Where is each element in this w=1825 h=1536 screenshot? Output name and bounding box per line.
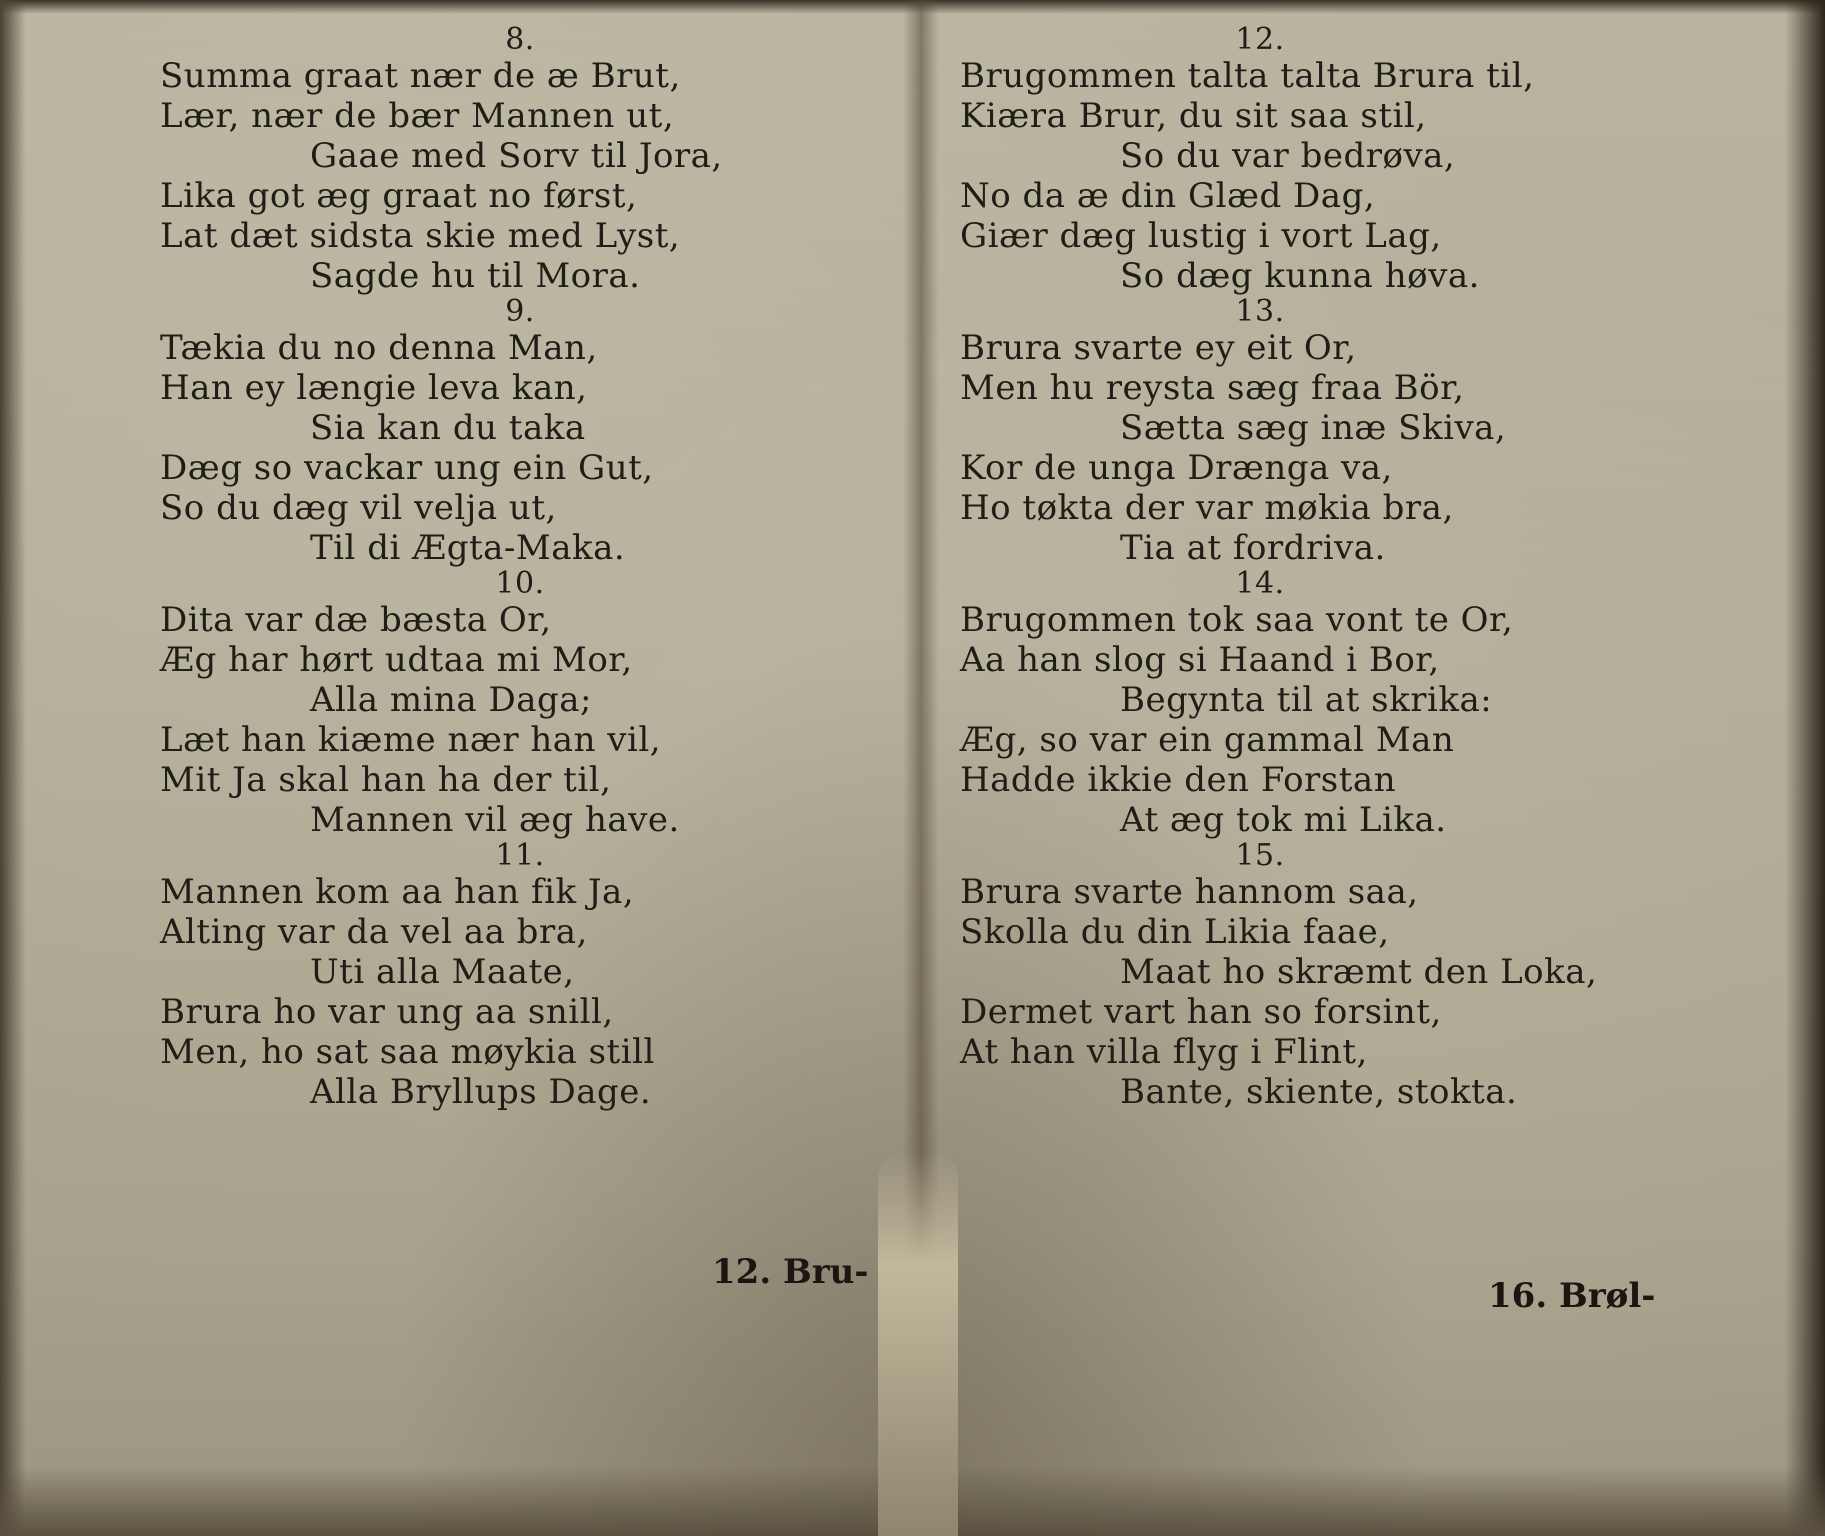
verse-line: Men, ho sat saa møykia still — [160, 1032, 655, 1072]
verse-line: Brugommen tok saa vont te Or, — [960, 600, 1514, 640]
verse-line: Han ey længie leva kan, — [160, 368, 588, 408]
stanza-number: 13. — [1235, 294, 1285, 329]
verse-line: Hadde ikkie den Forstan — [960, 760, 1397, 800]
stanza — [160, 24, 880, 296]
verse-line: Sagde hu til Mora. — [310, 256, 641, 296]
verse-line: Brura svarte ey eit Or, — [960, 328, 1357, 368]
verse-line: Tækia du no denna Man, — [160, 328, 598, 368]
verse-line: Men hu reysta sæg fraa Bör, — [960, 368, 1465, 408]
verse-line: Ho tøkta der var møkia bra, — [960, 488, 1454, 528]
verse-line: Giær dæg lustig i vort Lag, — [960, 216, 1442, 256]
verse-line: Sia kan du taka — [310, 408, 586, 448]
verse-line: No da æ din Glæd Dag, — [960, 176, 1376, 216]
verse-line: Mannen vil æg have. — [310, 800, 680, 840]
verse-line: Dermet vart han so forsint, — [960, 992, 1442, 1032]
verse-line: So du var bedrøva, — [1120, 136, 1456, 176]
verse-line: Dita var dæ bæsta Or, — [160, 600, 552, 640]
catchword: 12. Bru- — [712, 1252, 869, 1292]
stanza — [160, 568, 880, 840]
verse-line: Kiæra Brur, du sit saa stil, — [960, 96, 1427, 136]
verse-line: Lær, nær de bær Mannen ut, — [160, 96, 675, 136]
stanza-number: 9. — [505, 294, 535, 329]
verse-line: Brugommen talta talta Brura til, — [960, 56, 1535, 96]
verse-line: Begynta til at skrika: — [1120, 680, 1493, 720]
verse-line: Brura svarte hannom saa, — [960, 872, 1419, 912]
verse-line: Brura ho var ung aa snill, — [160, 992, 614, 1032]
verse-line: Æg, so var ein gammal Man — [960, 720, 1455, 760]
verse-line: Alting var da vel aa bra, — [160, 912, 588, 952]
stanza — [960, 24, 1720, 296]
paper-tear — [878, 1150, 958, 1536]
verse-line: Uti alla Maate, — [310, 952, 575, 992]
verse-line: Aa han slog si Haand i Bor, — [960, 640, 1440, 680]
verse-line: Mannen kom aa han fik Ja, — [160, 872, 635, 912]
verse-line: Bante, skiente, stokta. — [1120, 1072, 1518, 1112]
verse-line: At han villa flyg i Flint, — [960, 1032, 1368, 1072]
verse-line: Mit Ja skal han ha der til, — [160, 760, 612, 800]
verse-line: Lat dæt sidsta skie med Lyst, — [160, 216, 681, 256]
stanza-number: 14. — [1235, 566, 1285, 601]
verse-line: Alla Bryllups Dage. — [310, 1072, 652, 1112]
verse-line: Sætta sæg inæ Skiva, — [1120, 408, 1507, 448]
stanza — [960, 840, 1720, 1112]
verse-line: Lika got æg graat no først, — [160, 176, 638, 216]
verse-line: Summa graat nær de æ Brut, — [160, 56, 681, 96]
verse-line: So du dæg vil velja ut, — [160, 488, 557, 528]
stanza-number: 11. — [495, 838, 545, 873]
stanza-number: 15. — [1235, 838, 1285, 873]
stanza — [160, 840, 880, 1112]
verse-line: Til di Ægta-Maka. — [310, 528, 626, 568]
right-page — [960, 24, 1720, 1112]
verse-line: At æg tok mi Lika. — [1120, 800, 1447, 840]
page-edge-right — [1785, 0, 1825, 1536]
verse-line: So dæg kunna høva. — [1120, 256, 1480, 296]
verse-line: Læt han kiæme nær han vil, — [160, 720, 662, 760]
stanza-number: 10. — [495, 566, 545, 601]
stanza-number: 8. — [505, 22, 535, 57]
stanza-number: 12. — [1235, 22, 1285, 57]
verse-line: Skolla du din Likia faae, — [960, 912, 1390, 952]
stanza — [960, 568, 1720, 840]
left-page — [160, 24, 880, 1112]
verse-line: Tia at fordriva. — [1120, 528, 1386, 568]
stanza — [160, 296, 880, 568]
verse-line: Dæg so vackar ung ein Gut, — [160, 448, 654, 488]
catchword: 16. Brøl- — [1488, 1276, 1656, 1316]
verse-line: Alla mina Daga; — [310, 680, 592, 720]
stanza — [960, 296, 1720, 568]
page-edge-left — [0, 0, 26, 1536]
verse-line: Æg har hørt udtaa mi Mor, — [160, 640, 633, 680]
verse-line: Gaae med Sorv til Jora, — [310, 136, 723, 176]
verse-line: Maat ho skræmt den Loka, — [1120, 952, 1598, 992]
verse-line: Kor de unga Drænga va, — [960, 448, 1393, 488]
